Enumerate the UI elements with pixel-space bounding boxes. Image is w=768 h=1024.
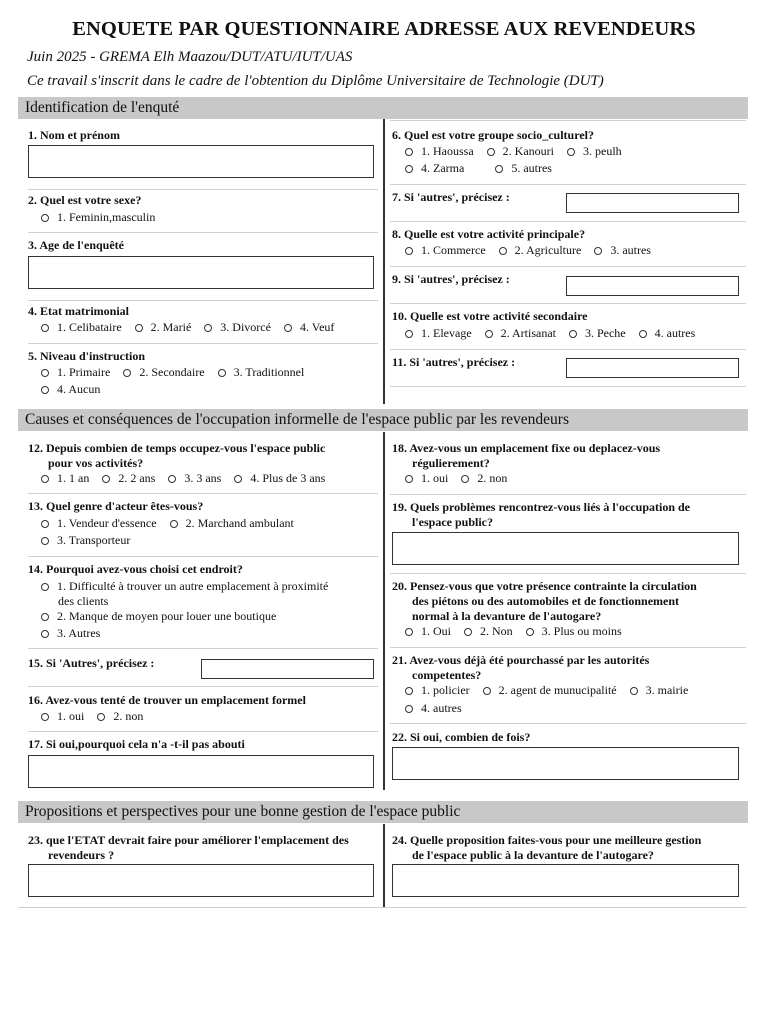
divider	[28, 731, 378, 732]
q8-label: 8. Quelle est votre activité principale?	[392, 227, 586, 241]
radio-icon[interactable]	[41, 583, 49, 591]
q20-option-1[interactable]: 1. Oui	[405, 624, 451, 639]
radio-icon[interactable]	[218, 369, 226, 377]
divider	[390, 266, 746, 267]
q15-other-input[interactable]	[201, 659, 374, 679]
radio-icon[interactable]	[41, 630, 49, 638]
radio-icon[interactable]	[41, 713, 49, 721]
divider	[28, 493, 378, 494]
q9-label: 9. Si 'autres', précisez :	[392, 272, 510, 286]
q21-options-row2	[405, 701, 472, 717]
q5-option-4[interactable]: 4. Aucun	[41, 382, 100, 397]
radio-icon[interactable]	[41, 324, 49, 332]
q16-option-1[interactable]: 1. oui	[41, 709, 84, 724]
q6-option-2[interactable]: 2. Kanouri	[487, 144, 554, 159]
q6-options-row1	[405, 144, 632, 160]
q4-label: 4. Etat matrimonial	[28, 304, 129, 318]
radio-icon[interactable]	[97, 713, 105, 721]
q10-option-1[interactable]: 1. Elevage	[405, 326, 472, 341]
radio-icon[interactable]	[639, 330, 647, 338]
q16-label: 16. Avez-vous tenté de trouver un emplacement formel	[28, 693, 306, 707]
q17-reason-input[interactable]	[28, 755, 374, 788]
q20-options	[405, 624, 632, 640]
q7-other-input[interactable]	[566, 193, 739, 213]
divider	[28, 343, 378, 344]
q24-proposal-input[interactable]	[392, 864, 739, 897]
q6-option-1[interactable]: 1. Haoussa	[405, 144, 474, 159]
column-divider	[383, 432, 385, 790]
q1-name-input[interactable]	[28, 145, 374, 178]
q10-options	[405, 326, 705, 342]
q21-option-2[interactable]: 2. agent de munucipalité	[483, 683, 617, 698]
q14-label: 14. Pourquoi avez-vous choisi cet endroit?	[28, 562, 243, 576]
radio-icon[interactable]	[41, 214, 49, 222]
divider	[390, 120, 746, 121]
radio-icon[interactable]	[41, 369, 49, 377]
q23-state-action-input[interactable]	[28, 864, 374, 897]
radio-icon[interactable]	[170, 520, 178, 528]
q15-label: 15. Si 'Autres', précisez :	[28, 656, 155, 670]
section-causes-header: Causes et conséquences de l'occupation informelle de l'espace public par les revendeurs	[18, 409, 748, 431]
q5-option-2[interactable]: 2. Secondaire	[123, 365, 204, 380]
q23-label: 23. que l'ETAT devrait faire pour améliorer l'emplacement des revendeurs ?	[28, 833, 349, 862]
q6-label: 6. Quel est votre groupe socio_culturel?	[392, 128, 594, 142]
radio-icon[interactable]	[499, 247, 507, 255]
q5-options-row2	[41, 382, 110, 398]
q21-options-row1	[405, 683, 698, 699]
column-divider	[383, 119, 385, 404]
divider	[390, 647, 746, 648]
radio-icon[interactable]	[464, 628, 472, 636]
q12-options	[41, 471, 335, 487]
radio-icon[interactable]	[284, 324, 292, 332]
q10-option-4[interactable]: 4. autres	[639, 326, 696, 341]
q18-option-1[interactable]: 1. oui	[405, 471, 448, 486]
divider	[28, 648, 378, 649]
divider	[390, 184, 746, 185]
q16-option-2[interactable]: 2. non	[97, 709, 143, 724]
q20-option-2[interactable]: 2. Non	[464, 624, 513, 639]
radio-icon[interactable]	[487, 148, 495, 156]
divider	[390, 303, 746, 304]
q12-option-2[interactable]: 2. 2 ans	[102, 471, 155, 486]
q8-option-2[interactable]: 2. Agriculture	[499, 243, 582, 258]
q4-option-2[interactable]: 2. Marié	[135, 320, 192, 335]
radio-icon[interactable]	[41, 537, 49, 545]
q16-options	[41, 709, 153, 725]
radio-icon[interactable]	[41, 386, 49, 394]
radio-icon[interactable]	[405, 165, 413, 173]
q10-label: 10. Quelle est votre activité secondaire	[392, 309, 588, 323]
q8-option-3[interactable]: 3. autres	[594, 243, 651, 258]
q2-label: 2. Quel est votre sexe?	[28, 193, 142, 207]
radio-icon[interactable]	[405, 247, 413, 255]
radio-icon[interactable]	[405, 148, 413, 156]
q21-option-4[interactable]: 4. autres	[405, 701, 462, 716]
q13-label: 13. Quel genre d'acteur êtes-vous?	[28, 499, 204, 513]
radio-icon[interactable]	[630, 687, 638, 695]
form-title: ENQUETE PAR QUESTIONNAIRE ADRESSE AUX REVENDEURS	[72, 18, 696, 40]
q12-option-1[interactable]: 1. 1 an	[41, 471, 89, 486]
q2-option-1[interactable]: 1. Feminin,masculin	[41, 210, 155, 225]
q5-option-3[interactable]: 3. Traditionnel	[218, 365, 305, 380]
q22-label: 22. Si oui, combien de fois?	[392, 730, 531, 744]
divider	[18, 907, 746, 908]
divider	[28, 686, 378, 687]
q13-option-1[interactable]: 1. Vendeur d'essence	[41, 516, 157, 531]
divider	[28, 556, 378, 557]
q4-option-3[interactable]: 3. Divorcé	[204, 320, 271, 335]
q13-options-row2	[41, 533, 140, 549]
q4-option-1[interactable]: 1. Celibataire	[41, 320, 122, 335]
q7-label: 7. Si 'autres', précisez :	[392, 190, 510, 204]
divider	[390, 723, 746, 724]
radio-icon[interactable]	[168, 475, 176, 483]
q17-label: 17. Si oui,pourquoi cela n'a -t-il pas abouti	[28, 737, 245, 751]
q11-other-input[interactable]	[566, 358, 739, 378]
radio-icon[interactable]	[405, 330, 413, 338]
q9-other-input[interactable]	[566, 276, 739, 296]
divider	[390, 349, 746, 350]
q20-label: 20. Pensez-vous que votre présence contrainte la circulation des piétons ou des automobiles et de fonctionnement normal à la devanture de l'autogare?	[392, 579, 697, 623]
q3-label: 3. Age de l'enquêté	[28, 238, 124, 252]
form-date-author: Juin 2025 - GREMA Elh Maazou/DUT/ATU/IUT/UAS	[27, 49, 353, 65]
divider	[28, 189, 378, 190]
q13-options-row1	[41, 516, 304, 532]
q22-count-input[interactable]	[392, 747, 739, 780]
radio-icon[interactable]	[234, 475, 242, 483]
q24-label: 24. Quelle proposition faites-vous pour une meilleure gestion de l'espace public à la devanture de l'autogare?	[392, 833, 702, 862]
q5-option-1[interactable]: 1. Primaire	[41, 365, 110, 380]
column-divider	[383, 824, 385, 908]
radio-icon[interactable]	[405, 475, 413, 483]
radio-icon[interactable]	[594, 247, 602, 255]
radio-icon[interactable]	[567, 148, 575, 156]
q21-option-3[interactable]: 3. mairie	[630, 683, 689, 698]
q21-label: 21. Avez-vous déjà été pourchassé par les autorités competentes?	[392, 653, 650, 682]
divider	[390, 386, 746, 387]
q18-label: 18. Avez-vous un emplacement fixe ou deplacez-vous régulierement?	[392, 441, 661, 470]
q12-option-4[interactable]: 4. Plus de 3 ans	[234, 471, 325, 486]
radio-icon[interactable]	[569, 330, 577, 338]
q20-option-3[interactable]: 3. Plus ou moins	[526, 624, 622, 639]
q8-options	[405, 243, 661, 259]
q13-option-3[interactable]: 3. Transporteur	[41, 533, 130, 548]
radio-icon[interactable]	[485, 330, 493, 338]
q12-option-3[interactable]: 3. 3 ans	[168, 471, 221, 486]
q6-options-row2	[405, 161, 562, 177]
radio-icon[interactable]	[41, 613, 49, 621]
q14-option-1[interactable]: 1. Difficulté à trouver un autre emplacement à proximité	[41, 579, 338, 595]
q19-problems-input[interactable]	[392, 532, 739, 565]
q19-label: 19. Quels problèmes rencontrez-vous liés à l'occupation de l'espace public?	[392, 500, 690, 529]
q10-option-2[interactable]: 2. Artisanat	[485, 326, 556, 341]
q5-label: 5. Niveau d'instruction	[28, 349, 146, 363]
radio-icon[interactable]	[204, 324, 212, 332]
q14-option-1-cont: des clients	[58, 594, 109, 608]
q10-option-3[interactable]: 3. Peche	[569, 326, 626, 341]
q4-option-4[interactable]: 4. Veuf	[284, 320, 334, 335]
divider	[28, 232, 378, 233]
divider	[390, 221, 746, 222]
radio-icon[interactable]	[405, 705, 413, 713]
radio-icon[interactable]	[461, 475, 469, 483]
section-propositions-header: Propositions et perspectives pour une bonne gestion de l'espace public	[18, 801, 748, 823]
q2-options	[41, 210, 165, 226]
radio-icon[interactable]	[123, 369, 131, 377]
q11-label: 11. Si 'autres', précisez :	[392, 355, 516, 369]
q6-option-5[interactable]: 5. autres	[495, 161, 552, 176]
radio-icon[interactable]	[483, 687, 491, 695]
q8-option-1[interactable]: 1. Commerce	[405, 243, 486, 258]
q21-option-1[interactable]: 1. policier	[405, 683, 470, 698]
radio-icon[interactable]	[526, 628, 534, 636]
q18-options	[405, 471, 517, 487]
section-identification-header: Identification de l'enquté	[18, 97, 748, 119]
radio-icon[interactable]	[495, 165, 503, 173]
radio-icon[interactable]	[405, 628, 413, 636]
divider	[390, 494, 746, 495]
q12-label: 12. Depuis combien de temps occupez-vous l'espace public pour vos activités?	[28, 441, 326, 470]
divider	[390, 573, 746, 574]
q13-option-2[interactable]: 2. Marchand ambulant	[170, 516, 294, 531]
q4-options	[41, 320, 344, 336]
q5-options-row1	[41, 365, 314, 381]
q6-option-4[interactable]: 4. Zarma	[405, 161, 464, 176]
radio-icon[interactable]	[135, 324, 143, 332]
q18-option-2[interactable]: 2. non	[461, 471, 507, 486]
q6-option-3[interactable]: 3. peulh	[567, 144, 622, 159]
divider	[28, 300, 378, 301]
radio-icon[interactable]	[405, 687, 413, 695]
radio-icon[interactable]	[102, 475, 110, 483]
q14-option-2[interactable]: 2. Manque de moyen pour louer une boutique	[41, 609, 286, 625]
form-context: Ce travail s'inscrit dans le cadre de l'obtention du Diplôme Universitaire de Technologie (DUT)	[27, 73, 604, 89]
radio-icon[interactable]	[41, 475, 49, 483]
q1-label: 1. Nom et prénom	[28, 128, 120, 142]
q14-option-3[interactable]: 3. Autres	[41, 626, 110, 642]
radio-icon[interactable]	[41, 520, 49, 528]
q3-age-input[interactable]	[28, 256, 374, 289]
